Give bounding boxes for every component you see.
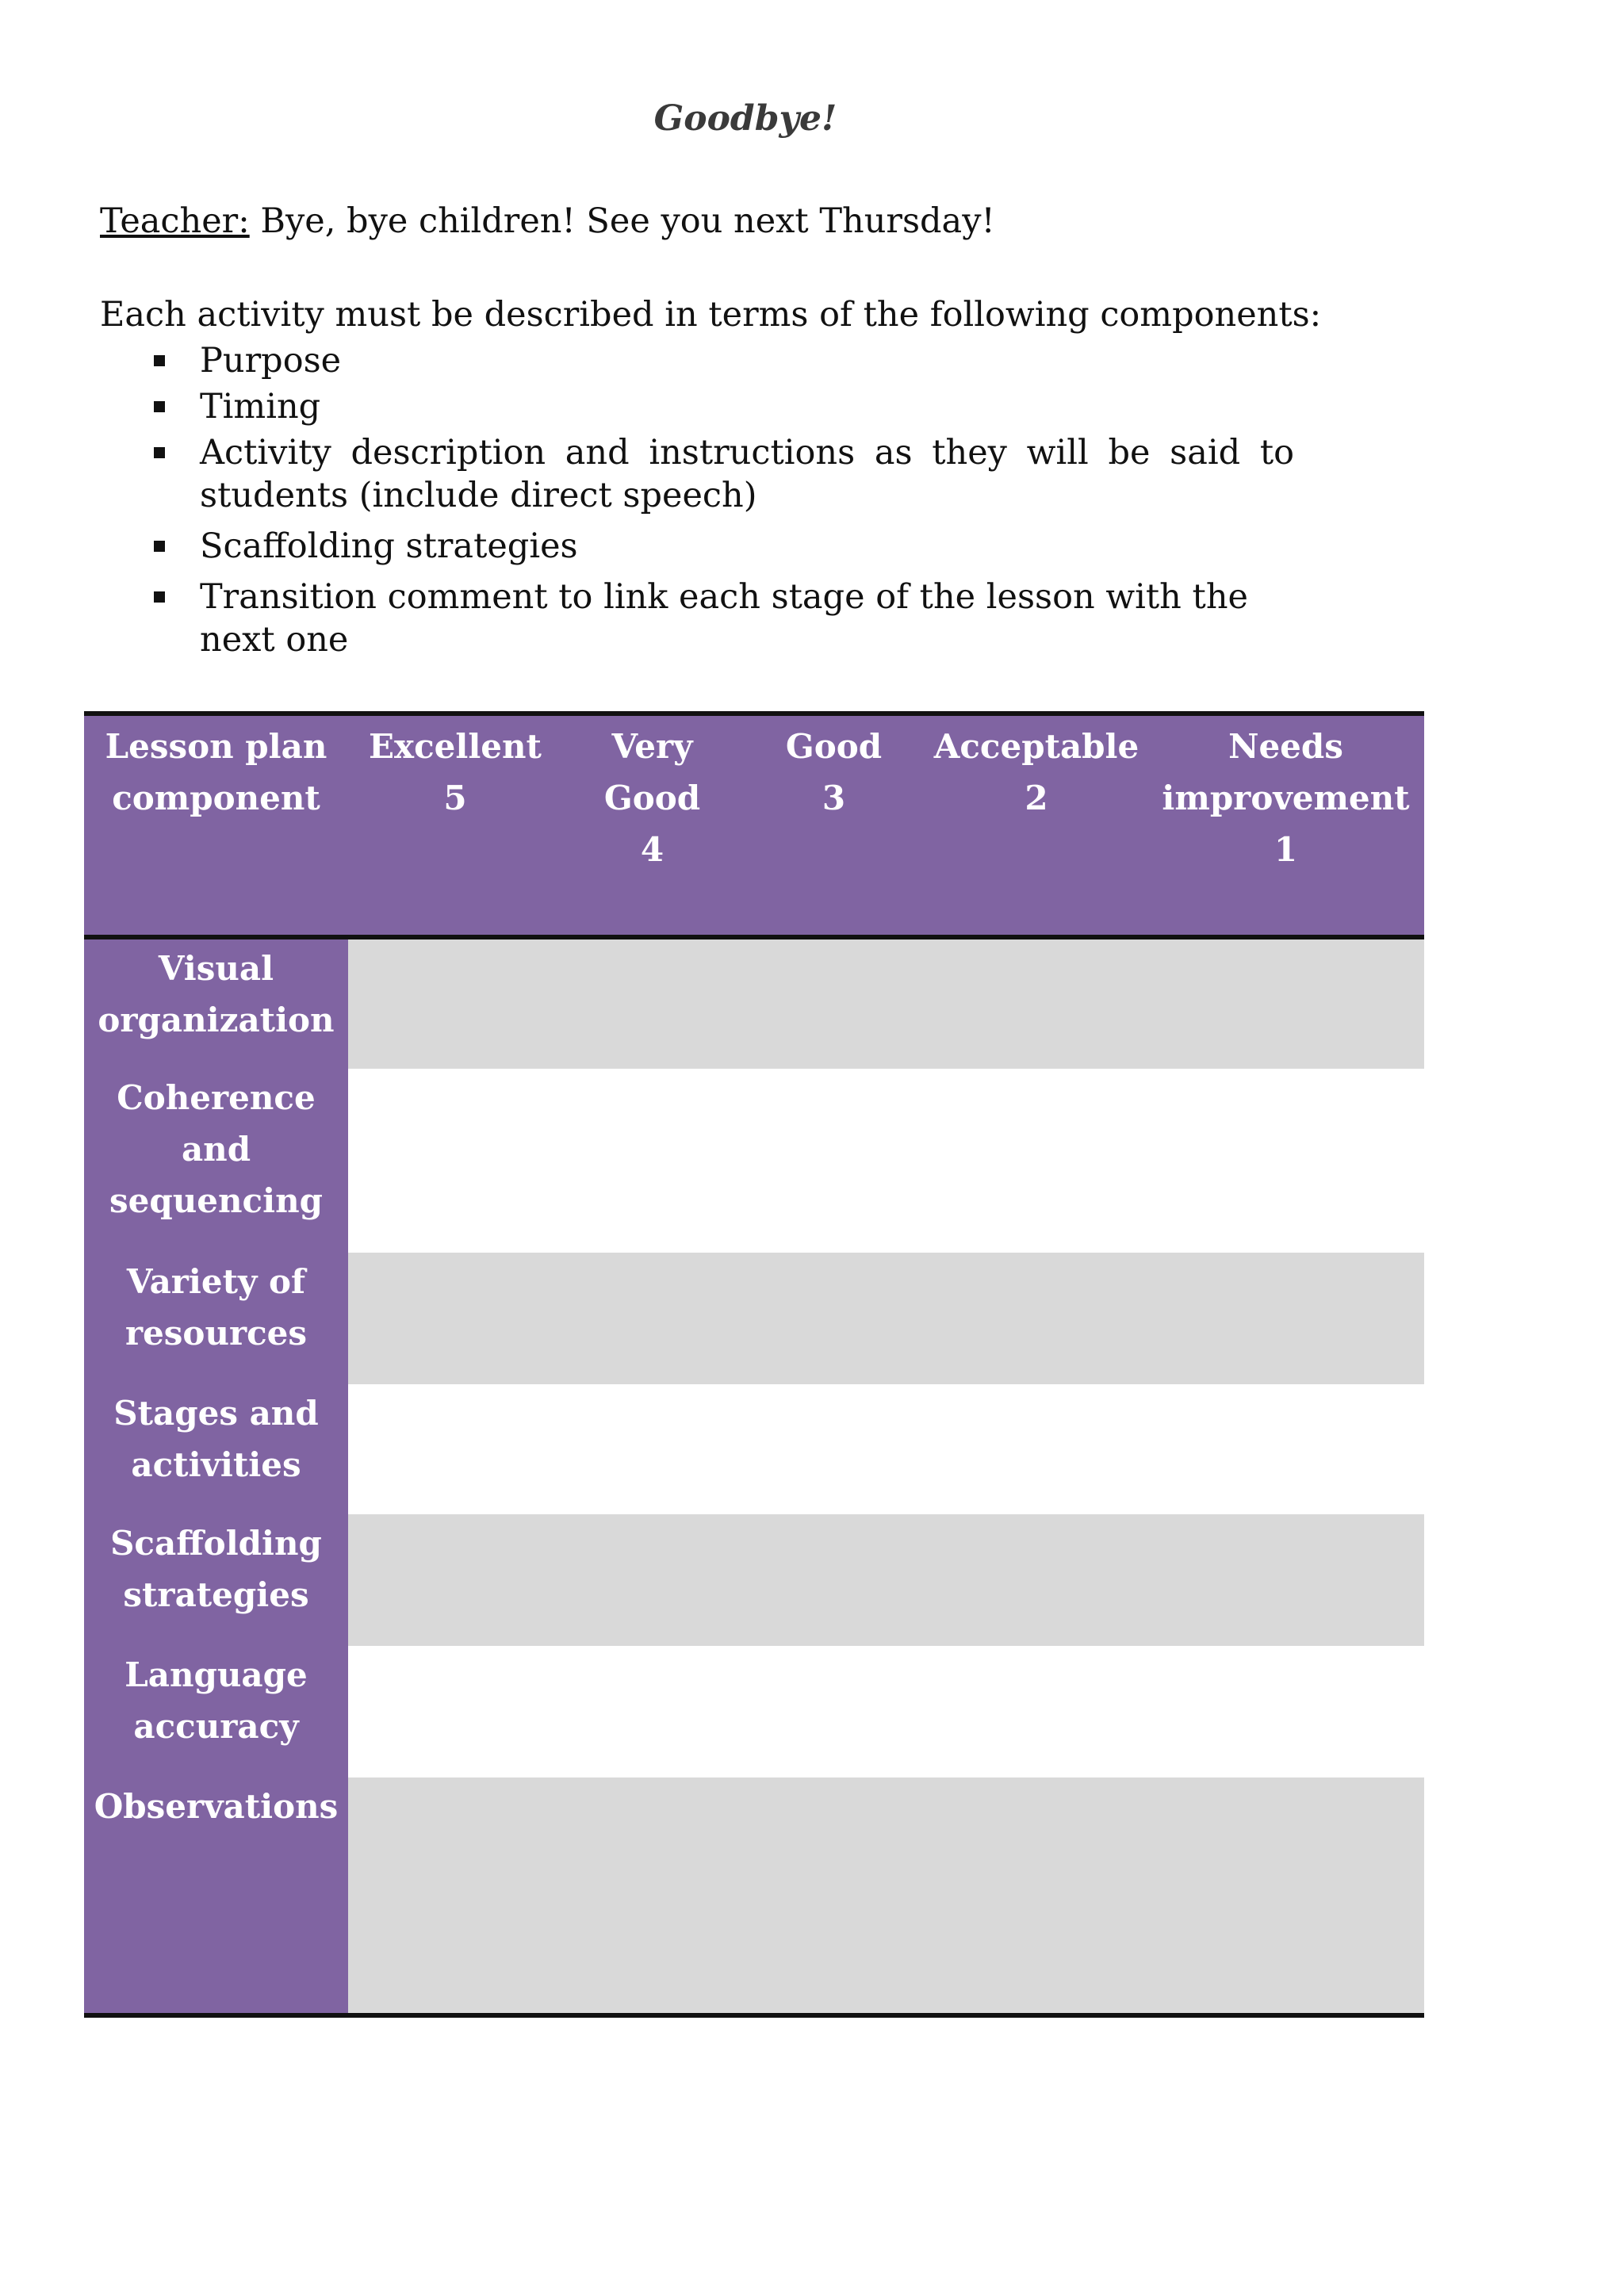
score-cell (562, 1514, 742, 1646)
list-item: Transition comment to link each stage of the lesson with the next one (152, 576, 1294, 661)
score-cell (742, 1777, 925, 2015)
list-item: Timing (152, 385, 1294, 428)
score-cell (1147, 937, 1424, 1069)
list-item: Activity description and instructions as they will be said to students (include direct speech) (152, 431, 1294, 517)
row-label-observations: Observations (84, 1777, 348, 2015)
dialogue-line: Bye, bye children! See you next Thursday! (249, 201, 995, 241)
score-cell (562, 937, 742, 1069)
table-row (84, 1514, 1424, 1646)
table-row (84, 1646, 1424, 1777)
speaker-label: Teacher: (100, 201, 250, 241)
table-row (84, 1253, 1424, 1384)
score-cell (742, 1384, 925, 1514)
score-cell (742, 1069, 925, 1253)
score-cell (1147, 1069, 1424, 1253)
score-cell (925, 1646, 1147, 1777)
row-label-language-accuracy: Language accuracy (84, 1646, 348, 1777)
rubric-table (84, 711, 1424, 2018)
square-bullet-icon (154, 447, 165, 458)
rubric-header-row (84, 714, 1424, 937)
row-label-coherence: Coherence and sequencing (84, 1069, 348, 1253)
score-cell (348, 1069, 562, 1253)
components-intro: Each activity must be described in terms of the following components: (100, 295, 1322, 335)
score-cell (925, 1253, 1147, 1384)
score-cell (925, 1069, 1147, 1253)
score-cell (742, 937, 925, 1069)
score-cell (562, 1777, 742, 2015)
score-cell (348, 1777, 562, 2015)
table-row (84, 937, 1424, 1069)
square-bullet-icon (154, 541, 165, 552)
square-bullet-icon (154, 591, 165, 603)
score-cell (1147, 1646, 1424, 1777)
table-row (84, 1384, 1424, 1514)
score-cell (925, 1777, 1147, 2015)
list-item: Scaffolding strategies (152, 525, 1294, 568)
row-label-stages-and-activities: Stages and activities (84, 1384, 348, 1514)
score-cell (742, 1253, 925, 1384)
header-component: Lesson plan component (84, 714, 348, 937)
score-cell (1147, 1777, 1424, 2015)
table-row (84, 1777, 1424, 2015)
square-bullet-icon (154, 401, 165, 412)
table-row (84, 1069, 1424, 1253)
header-level-acceptable: Acceptable 2 (925, 714, 1147, 937)
score-cell (562, 1069, 742, 1253)
header-level-good: Good 3 (742, 714, 925, 937)
score-cell (742, 1646, 925, 1777)
score-cell (1147, 1253, 1424, 1384)
row-label-visual-organization: Visual organization (84, 937, 348, 1069)
score-cell (925, 1384, 1147, 1514)
components-list (152, 339, 1294, 664)
score-cell (1147, 1384, 1424, 1514)
score-cell (562, 1646, 742, 1777)
header-level-needs-improvement: Needs improvement 1 (1147, 714, 1424, 937)
score-cell (925, 1514, 1147, 1646)
header-level-excellent: Excellent 5 (348, 714, 562, 937)
score-cell (925, 937, 1147, 1069)
score-cell (348, 1514, 562, 1646)
score-cell (348, 1384, 562, 1514)
score-cell (348, 937, 562, 1069)
score-cell (1147, 1514, 1424, 1646)
score-cell (562, 1384, 742, 1514)
row-label-variety-of-resources: Variety of resources (84, 1253, 348, 1384)
score-cell (562, 1253, 742, 1384)
section-title: Goodbye! (653, 98, 837, 139)
score-cell (348, 1646, 562, 1777)
score-cell (348, 1253, 562, 1384)
teacher-dialogue (100, 201, 995, 241)
square-bullet-icon (154, 355, 165, 366)
score-cell (742, 1514, 925, 1646)
row-label-scaffolding-strategies: Scaffolding strategies (84, 1514, 348, 1646)
list-item: Purpose (152, 339, 1294, 382)
header-level-very-good: Very Good 4 (562, 714, 742, 937)
